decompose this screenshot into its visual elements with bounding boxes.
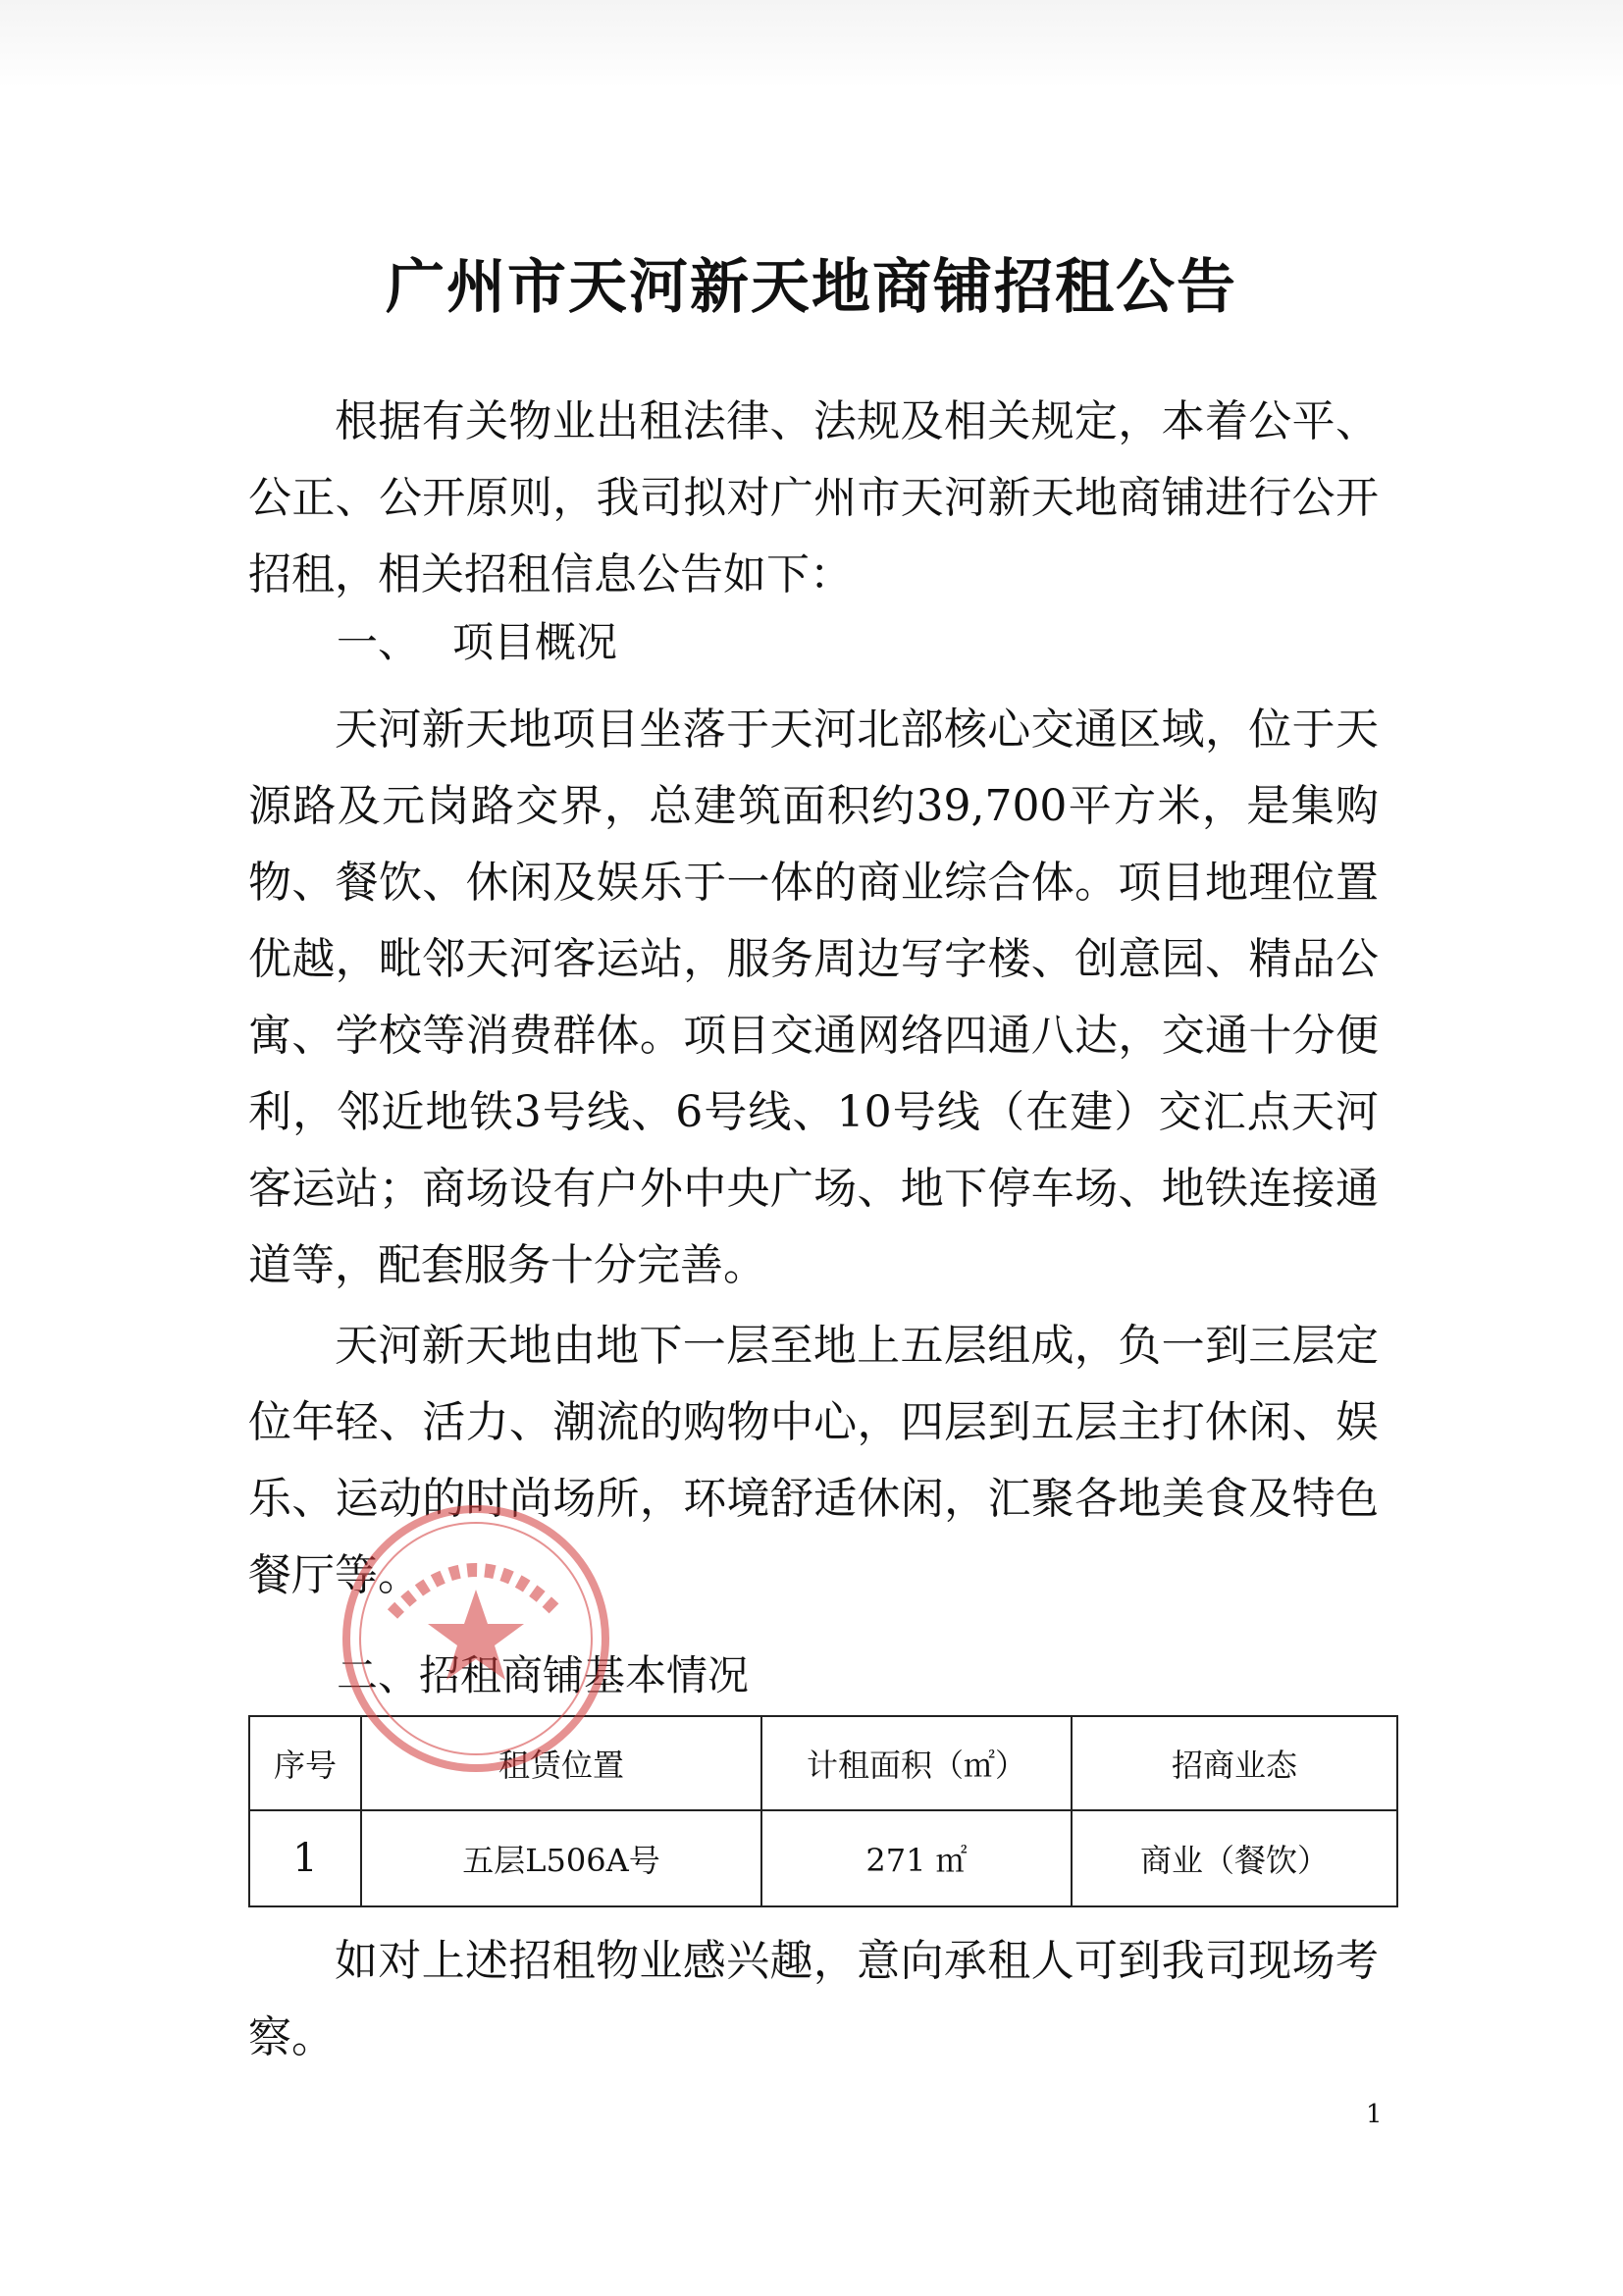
section1-paragraph-1: 天河新天地项目坐落于天河北部核心交通区域，位于天源路及元岗路交界，总建筑面积约39,700平方米，是集购物、餐饮、休闲及娱乐于一体的商业综合体。项目地理位置优越，毗邻天河客运站，服务周边写字楼、创意园、精品公寓、学校等消费群体。项目交通网络四通八达，交通十分便利，邻近地铁3号线、6号线、10号线（在建）交汇点天河客运站；商场设有户外中央广场、地下停车场、地铁连接通道等，配套服务十分完善。 [248, 704, 1379, 1290]
table-cell-usage: 商业（餐饮） [1072, 1810, 1397, 1906]
table-cell-area: 271 ㎡ [761, 1810, 1072, 1906]
table-cell-index: 1 [249, 1810, 361, 1906]
intro-paragraph: 根据有关物业出租法律、法规及相关规定，本着公平、公正、公开原则，我司拟对广州市天河新天地商铺进行公开招租，相关招租信息公告如下： [248, 396, 1379, 600]
section1-title: 项目概况 [452, 618, 618, 666]
table-header-area: 计租面积（㎡） [761, 1716, 1072, 1810]
closing-paragraph: 如对上述招租物业感兴趣，意向承租人可到我司现场考察。 [248, 1936, 1379, 2062]
scan-bleed [0, 0, 1623, 88]
section2-heading: 二、招租商铺基本情况 [337, 1651, 750, 1699]
table-cell-location: 五层L506A号 [361, 1810, 761, 1906]
table-header-location: 租赁位置 [361, 1716, 761, 1810]
section1-heading [337, 613, 617, 672]
section1-paragraph-2: 天河新天地由地下一层至地上五层组成，负一到三层定位年轻、活力、潮流的购物中心，四层到五层主打休闲、娱乐、运动的时尚场所，环境舒适休闲，汇聚各地美食及特色餐厅等。 [248, 1321, 1379, 1600]
page-number: 1 [1366, 2100, 1383, 2129]
company-seal-icon [334, 1496, 618, 1781]
table-header-index: 序号 [249, 1716, 361, 1810]
section1-number: 一、 [337, 618, 420, 666]
table-row [249, 1810, 1397, 1906]
document-title: 广州市天河新天地商铺招租公告 [386, 253, 1237, 323]
table-header-usage: 招商业态 [1072, 1716, 1397, 1810]
